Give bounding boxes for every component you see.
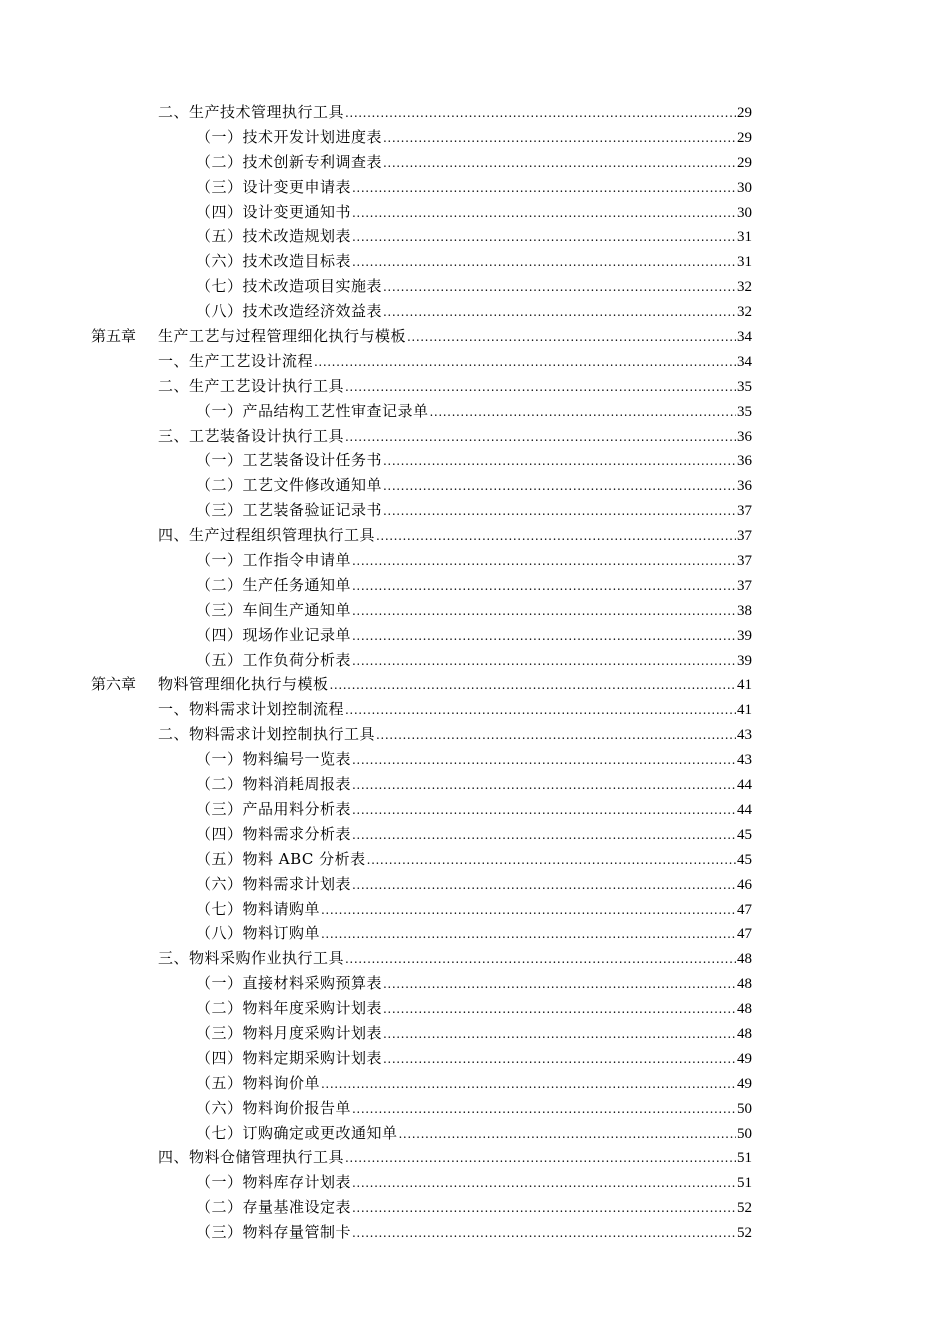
toc-page-number: 31 <box>737 254 752 271</box>
toc-dot-leader <box>314 349 736 374</box>
toc-page-number: 35 <box>737 378 752 395</box>
toc-page-number: 36 <box>737 453 752 470</box>
toc-subsection-entry[interactable] <box>196 274 752 299</box>
toc-page-number: 37 <box>737 577 752 594</box>
toc-subsection-entry[interactable] <box>196 573 752 598</box>
toc-subsection-entry[interactable] <box>196 224 752 249</box>
toc-entry-title: （三）物料存量管制卡 <box>196 1223 352 1242</box>
toc-entry-title: （三）工艺装备验证记录书 <box>196 501 383 520</box>
toc-entry-title: （三）设计变更申请表 <box>196 177 352 196</box>
toc-entry-title: 四、物料仓储管理执行工具 <box>158 1148 345 1167</box>
toc-page-number: 39 <box>737 652 752 669</box>
toc-subsection-entry[interactable] <box>196 747 752 772</box>
toc-entry-title: （二）物料年度采购计划表 <box>196 999 383 1018</box>
toc-subsection-entry[interactable] <box>196 797 752 822</box>
toc-section-entry[interactable] <box>158 349 752 374</box>
toc-page-number: 30 <box>737 179 752 196</box>
toc-subsection-entry[interactable] <box>196 1121 752 1146</box>
toc-entry-title: （一）工艺装备设计任务书 <box>196 451 383 470</box>
toc-page-number: 48 <box>737 1025 752 1042</box>
toc-dot-leader <box>345 1145 736 1170</box>
toc-dot-leader <box>383 448 736 473</box>
toc-dot-leader <box>352 1220 736 1245</box>
toc-page-number: 51 <box>737 1175 752 1192</box>
toc-subsection-entry[interactable] <box>196 150 752 175</box>
toc-entry-title: （二）存量基准设定表 <box>196 1198 352 1217</box>
toc-dot-leader <box>352 1170 736 1195</box>
toc-page-number: 50 <box>737 1100 752 1117</box>
toc-subsection-entry[interactable] <box>196 822 752 847</box>
toc-entry-title: （五）技术改造规划表 <box>196 227 352 246</box>
toc-page-number: 39 <box>737 627 752 644</box>
toc-page-number: 37 <box>737 553 752 570</box>
toc-page-number: 43 <box>737 727 752 744</box>
toc-entry-title: （七）技术改造项目实施表 <box>196 277 383 296</box>
toc-dot-leader <box>383 996 736 1021</box>
toc-dot-leader <box>352 648 736 673</box>
toc-subsection-entry[interactable] <box>196 772 752 797</box>
toc-dot-leader <box>352 797 736 822</box>
toc-page-number: 52 <box>737 1225 752 1242</box>
toc-section-entry[interactable] <box>158 697 752 722</box>
toc-dot-leader <box>345 697 736 722</box>
toc-dot-leader <box>407 324 736 349</box>
toc-subsection-entry[interactable] <box>196 1021 752 1046</box>
toc-dot-leader <box>345 946 736 971</box>
toc-dot-leader <box>383 473 736 498</box>
toc-page-number: 35 <box>737 403 752 420</box>
toc-entry-title: （三）物料月度采购计划表 <box>196 1023 383 1042</box>
toc-page-number: 34 <box>737 329 752 346</box>
toc-page-number: 45 <box>737 826 752 843</box>
toc-dot-leader <box>330 672 736 697</box>
toc-entry-title: （一）产品结构工艺性审查记录单 <box>196 401 429 420</box>
toc-subsection-entry[interactable] <box>196 399 752 424</box>
toc-subsection-entry[interactable] <box>196 598 752 623</box>
toc-subsection-entry[interactable] <box>196 648 752 673</box>
toc-entry-title: 生产工艺与过程管理细化执行与模板 <box>158 327 407 346</box>
toc-page-number: 47 <box>737 901 752 918</box>
toc-dot-leader <box>352 1195 736 1220</box>
toc-subsection-entry[interactable] <box>196 1195 752 1220</box>
toc-dot-leader <box>352 573 736 598</box>
toc-entry-title: （六）技术改造目标表 <box>196 252 352 271</box>
toc-entry-title: （四）物料定期采购计划表 <box>196 1048 383 1067</box>
toc-dot-leader <box>352 224 736 249</box>
toc-page-number: 29 <box>737 129 752 146</box>
toc-entry-title: （五）物料 ABC 分析表 <box>196 849 366 868</box>
toc-entry-title: 三、物料采购作业执行工具 <box>158 949 345 968</box>
toc-subsection-entry[interactable] <box>196 1220 752 1245</box>
toc-subsection-entry[interactable] <box>196 1096 752 1121</box>
toc-dot-leader <box>352 747 736 772</box>
toc-dot-leader <box>352 772 736 797</box>
toc-dot-leader <box>352 548 736 573</box>
toc-dot-leader <box>367 847 736 872</box>
toc-page-number: 29 <box>737 105 752 121</box>
toc-entry-title: （六）物料询价报告单 <box>196 1098 352 1117</box>
toc-section-entry[interactable] <box>158 374 752 399</box>
toc-dot-leader <box>321 1071 736 1096</box>
toc-entry-title: 二、物料需求计划控制执行工具 <box>158 725 376 744</box>
toc-entry-title: （二）工艺文件修改通知单 <box>196 476 383 495</box>
toc-page-number: 49 <box>737 1075 752 1092</box>
toc-dot-leader <box>352 1096 736 1121</box>
toc-entry-title: 四、生产过程组织管理执行工具 <box>158 526 376 545</box>
toc-subsection-entry[interactable] <box>196 897 752 922</box>
toc-subsection-entry[interactable] <box>196 1046 752 1071</box>
toc-subsection-entry[interactable] <box>196 175 752 200</box>
toc-dot-leader <box>383 125 736 150</box>
toc-entry-title: （一）物料库存计划表 <box>196 1173 352 1192</box>
toc-dot-leader <box>321 897 736 922</box>
toc-dot-leader <box>376 722 736 747</box>
toc-entry-title: （二）生产任务通知单 <box>196 575 352 594</box>
toc-subsection-entry[interactable] <box>196 847 752 872</box>
toc-subsection-entry[interactable] <box>196 921 752 946</box>
toc-entry-title: （五）物料询价单 <box>196 1073 321 1092</box>
toc-entry-title: 物料管理细化执行与模板 <box>158 675 329 694</box>
toc-subsection-entry[interactable] <box>196 299 752 324</box>
toc-page-number: 37 <box>737 503 752 520</box>
toc-chapter-entry[interactable] <box>91 672 752 697</box>
toc-page-number: 50 <box>737 1125 752 1142</box>
toc-entry-title: （一）技术开发计划进度表 <box>196 127 383 146</box>
toc-subsection-entry[interactable] <box>196 200 752 225</box>
toc-entry-title: （三）产品用料分析表 <box>196 799 352 818</box>
table-of-contents <box>0 100 950 1245</box>
toc-subsection-entry[interactable] <box>196 623 752 648</box>
toc-dot-leader <box>383 150 736 175</box>
toc-subsection-entry[interactable] <box>196 548 752 573</box>
toc-page-number: 43 <box>737 752 752 769</box>
toc-page-number: 30 <box>737 204 752 221</box>
toc-page-number: 41 <box>737 702 752 719</box>
toc-page-number: 38 <box>737 602 752 619</box>
toc-dot-leader <box>345 100 736 125</box>
toc-page-number: 41 <box>737 677 752 694</box>
toc-entry-title: （五）工作负荷分析表 <box>196 650 352 669</box>
toc-subsection-entry[interactable] <box>196 872 752 897</box>
toc-entry-title: （四）现场作业记录单 <box>196 625 352 644</box>
toc-entry-title: 二、生产工艺设计执行工具 <box>158 376 345 395</box>
toc-page-number: 44 <box>737 801 752 818</box>
toc-dot-leader <box>345 374 736 399</box>
toc-entry-title: （二）物料消耗周报表 <box>196 775 352 794</box>
toc-section-entry[interactable] <box>158 100 752 125</box>
toc-page-number: 52 <box>737 1200 752 1217</box>
toc-dot-leader <box>352 822 736 847</box>
toc-dot-leader <box>383 971 736 996</box>
toc-dot-leader <box>399 1121 736 1146</box>
toc-page-number: 46 <box>737 876 752 893</box>
toc-page-number: 45 <box>737 851 752 868</box>
toc-entry-title: 一、生产工艺设计流程 <box>158 351 314 370</box>
toc-subsection-entry[interactable] <box>196 498 752 523</box>
toc-page-number: 48 <box>737 976 752 993</box>
toc-page-number: 36 <box>737 478 752 495</box>
toc-section-entry[interactable] <box>158 1145 752 1170</box>
toc-entry-title: （四）物料需求分析表 <box>196 824 352 843</box>
toc-dot-leader <box>383 299 736 324</box>
toc-entry-title: （四）设计变更通知书 <box>196 202 352 221</box>
toc-page-number: 32 <box>737 304 752 321</box>
toc-chapter-number: 第五章 <box>91 327 137 346</box>
toc-dot-leader <box>352 623 736 648</box>
toc-page-number: 29 <box>737 154 752 171</box>
toc-page-number: 36 <box>737 428 752 445</box>
toc-page-number: 44 <box>737 777 752 794</box>
toc-entry-title: 一、物料需求计划控制流程 <box>158 700 345 719</box>
toc-entry-title: 三、工艺装备设计执行工具 <box>158 426 345 445</box>
toc-page-number: 34 <box>737 353 752 370</box>
toc-entry-title: （七）订购确定或更改通知单 <box>196 1123 398 1142</box>
toc-subsection-entry[interactable] <box>196 996 752 1021</box>
toc-page-number: 51 <box>737 1150 752 1167</box>
toc-chapter-number: 第六章 <box>91 675 137 694</box>
toc-subsection-entry[interactable] <box>196 249 752 274</box>
toc-subsection-entry[interactable] <box>196 473 752 498</box>
toc-section-entry[interactable] <box>158 424 752 449</box>
toc-dot-leader <box>383 274 736 299</box>
toc-dot-leader <box>383 1046 736 1071</box>
toc-dot-leader <box>383 1021 736 1046</box>
toc-page-number: 48 <box>737 951 752 968</box>
toc-section-entry[interactable] <box>158 722 752 747</box>
toc-chapter-entry[interactable] <box>91 324 752 349</box>
toc-page-number: 49 <box>737 1050 752 1067</box>
toc-entry-title: （八）技术改造经济效益表 <box>196 302 383 321</box>
toc-page-number: 37 <box>737 528 752 545</box>
toc-dot-leader <box>430 399 736 424</box>
toc-section-entry[interactable] <box>158 946 752 971</box>
toc-page-number: 32 <box>737 279 752 296</box>
toc-page-number: 31 <box>737 229 752 246</box>
toc-entry-title: （二）技术创新专利调查表 <box>196 152 383 171</box>
toc-subsection-entry[interactable] <box>196 125 752 150</box>
toc-entry-title: （六）物料需求计划表 <box>196 874 352 893</box>
toc-entry-title: （一）工作指令申请单 <box>196 551 352 570</box>
toc-entry-title: （三）车间生产通知单 <box>196 600 352 619</box>
toc-dot-leader <box>352 175 736 200</box>
toc-entry-title: （八）物料订购单 <box>196 924 321 943</box>
toc-dot-leader <box>352 872 736 897</box>
toc-page-number: 47 <box>737 926 752 943</box>
toc-dot-leader <box>352 598 736 623</box>
toc-entry-title: （一）直接材料采购预算表 <box>196 974 383 993</box>
toc-dot-leader <box>376 523 736 548</box>
toc-subsection-entry[interactable] <box>196 971 752 996</box>
toc-dot-leader <box>352 200 736 225</box>
toc-dot-leader <box>383 498 736 523</box>
toc-entry-title: （七）物料请购单 <box>196 899 321 918</box>
toc-dot-leader <box>345 424 736 449</box>
toc-subsection-entry[interactable] <box>196 1170 752 1195</box>
toc-page-number: 48 <box>737 1001 752 1018</box>
toc-entry-title: 二、生产技术管理执行工具 <box>158 103 345 121</box>
toc-section-entry[interactable] <box>158 523 752 548</box>
toc-subsection-entry[interactable] <box>196 1071 752 1096</box>
toc-dot-leader <box>352 249 736 274</box>
toc-dot-leader <box>321 921 736 946</box>
toc-subsection-entry[interactable] <box>196 448 752 473</box>
toc-entry-title: （一）物料编号一览表 <box>196 750 352 769</box>
